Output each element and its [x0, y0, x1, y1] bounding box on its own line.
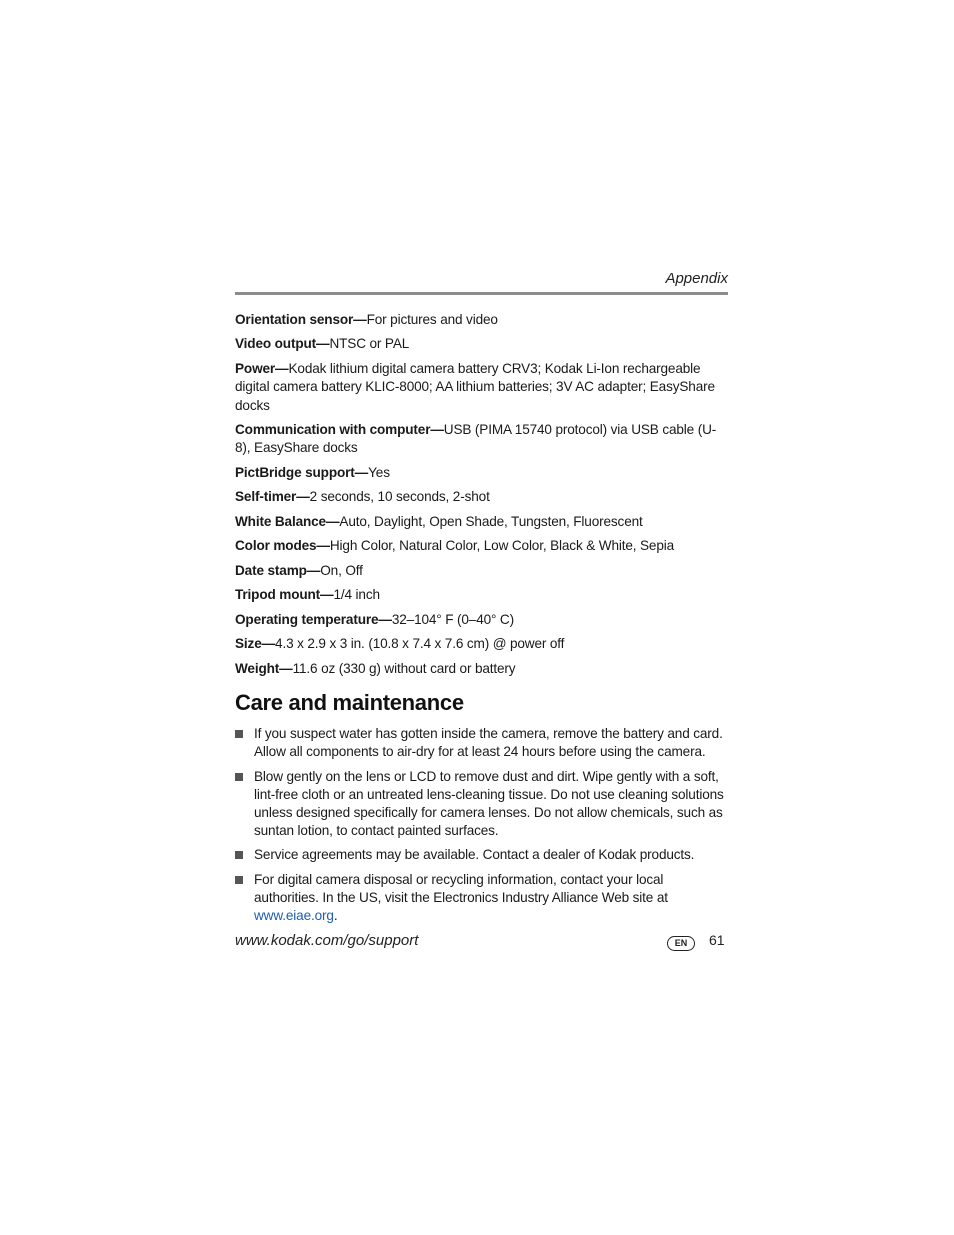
spec-item [235, 464, 728, 482]
spec-item [235, 562, 728, 580]
spec-item [235, 635, 728, 653]
spec-item [235, 311, 728, 329]
list-item [235, 725, 728, 761]
square-bullet-icon [235, 876, 243, 884]
spec-value: For pictures and video [366, 312, 498, 327]
page-number: 61 [709, 932, 725, 948]
spec-term: Weight— [235, 660, 293, 676]
manual-page [235, 0, 728, 1235]
spec-term: Size— [235, 636, 276, 652]
spec-item [235, 586, 728, 604]
spec-term: Tripod mount— [235, 587, 334, 603]
bullet-text: Service agreements may be available. Contact a dealer of Kodak products. [254, 847, 695, 863]
spec-value: 32–104° F (0–40° C) [391, 611, 514, 627]
spec-term: White Balance— [235, 513, 340, 529]
square-bullet-icon [235, 773, 243, 781]
spec-item [235, 660, 728, 678]
spec-item [235, 611, 728, 629]
bullet-text: Blow gently on the lens or LCD to remove dust and dirt. Wipe gently with a soft, lint-free cloth or an untreated lens-cleaning tissue. Do not use cleaning solutions unless designed specifically for camera lenses. Do not allow chemicals, such as suntan lotion, to contact painted surfaces. [254, 768, 724, 838]
spec-value: 2 seconds, 10 seconds, 2-shot [309, 489, 490, 505]
eiae-link[interactable]: www.eiae.org [254, 908, 334, 924]
spec-item [235, 537, 728, 555]
section-title-care: Care and maintenance [235, 690, 464, 715]
spec-term: Video output— [235, 336, 330, 352]
list-item [235, 871, 728, 925]
spec-item [235, 360, 728, 415]
list-item [235, 768, 728, 840]
list-item [235, 846, 728, 864]
spec-value: Auto, Daylight, Open Shade, Tungsten, Fluorescent [339, 513, 643, 529]
square-bullet-icon [235, 730, 243, 738]
spec-term: Color modes— [235, 538, 330, 554]
spec-term: PictBridge support— [235, 464, 369, 480]
spec-value: NTSC or PAL [329, 336, 410, 352]
bullet-text: For digital camera disposal or recycling information, contact your local authorities. In the US, visit the Electronics Industry Alliance Web site at [254, 871, 668, 905]
spec-term: Orientation sensor— [235, 312, 367, 327]
header-rule [235, 292, 728, 295]
care-bullet-list [235, 725, 728, 932]
spec-value: 1/4 inch [333, 587, 380, 603]
square-bullet-icon [235, 851, 243, 859]
spec-term: Operating temperature— [235, 611, 392, 627]
spec-item [235, 513, 728, 531]
spec-term: Communication with computer— [235, 422, 444, 438]
language-badge: EN [667, 936, 695, 951]
spec-value: 11.6 oz (330 g) without card or battery [292, 660, 516, 676]
spec-term: Power— [235, 360, 289, 376]
spec-value: High Color, Natural Color, Low Color, Black & White, Sepia [329, 538, 675, 554]
spec-item [235, 421, 728, 458]
spec-value: On, Off [320, 562, 363, 578]
spec-value: Yes [368, 464, 390, 480]
spec-item [235, 488, 728, 506]
bullet-text-end: . [333, 908, 338, 924]
footer-support-url: www.kodak.com/go/support [235, 932, 419, 949]
spec-value: USB (PIMA 15740 protocol) via USB cable (U-8), EasyShare docks [235, 422, 717, 456]
running-head: Appendix [665, 270, 728, 287]
spec-term: Date stamp— [235, 562, 321, 578]
spec-item [235, 335, 728, 353]
bullet-text: If you suspect water has gotten inside the camera, remove the battery and card. Allow all components to air-dry for at least 24 hours before using the camera. [254, 726, 723, 760]
specifications-list [235, 311, 728, 684]
spec-value: Kodak lithium digital camera battery CRV3; Kodak Li-Ion rechargeable digital camera battery KLIC-8000; AA lithium batteries; 3V AC adapter; EasyShare docks [235, 360, 715, 413]
spec-value: 4.3 x 2.9 x 3 in. (10.8 x 7.4 x 7.6 cm) @ power off [275, 636, 565, 652]
spec-term: Self-timer— [235, 489, 310, 505]
